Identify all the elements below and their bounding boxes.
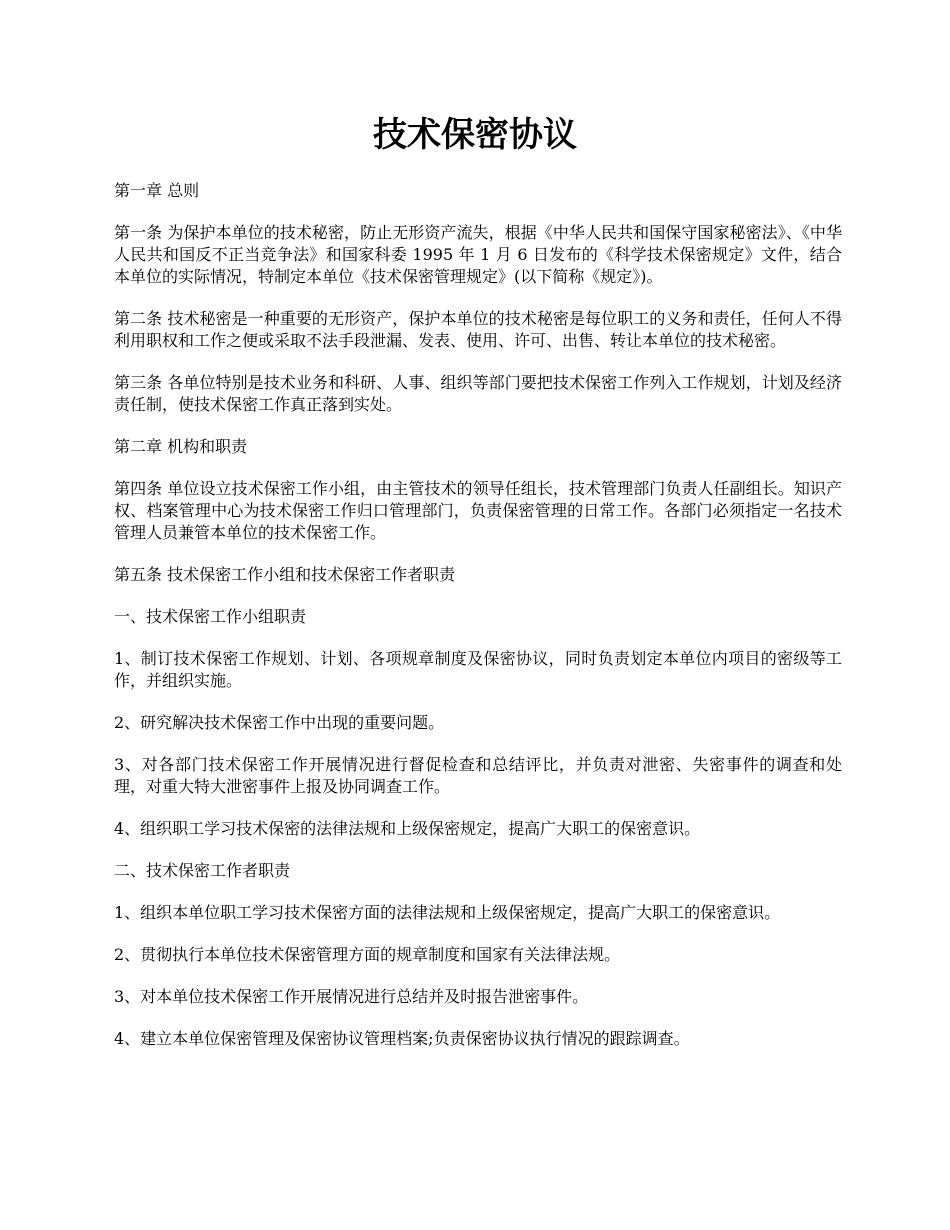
worker-duty-3: 3、对本单位技术保密工作开展情况进行总结并及时报告泄密事件。	[114, 987, 589, 1006]
article-2: 第二条 技术秘密是一种重要的无形资产，保护本单位的技术秘密是每位职工的义务和责任，任何人不得利用职权和工作之便或采取不法手段泄漏、发表、使用、许可、出售、转让本单位的技术秘密。	[114, 309, 842, 350]
chapter-heading-1: 第一章 总则	[114, 181, 200, 200]
group-duty-1: 1、制订技术保密工作规划、计划、各项规章制度及保密协议，同时负责划定本单位内项目的密级等工作，并组织实施。	[114, 649, 842, 690]
article-5: 第五条 技术保密工作小组和技术保密工作者职责	[114, 565, 456, 584]
chapter-heading-2: 第二章 机构和职责	[114, 437, 248, 456]
document-title: 技术保密协议	[373, 115, 577, 155]
section-heading-group-duties: 一、技术保密工作小组职责	[114, 607, 307, 626]
article-1: 第一条 为保护本单位的技术秘密，防止无形资产流失，根据《中华人民共和国保守国家秘密法》、《中华人民共和国反不正当竞争法》和国家科委 1995 年 1 月 6 日发布的《科学技术保密规定》文件，结合本单位的实际情况，特制定本单位《技术保密管理规定》(以下简称《规定》)。	[114, 223, 842, 286]
document-body	[114, 180, 842, 1070]
article-3: 第三条 各单位特别是技术业务和科研、人事、组织等部门要把技术保密工作列入工作规划，计划及经济责任制，使技术保密工作真正落到实处。	[114, 373, 842, 414]
group-duty-4: 4、组织职工学习技术保密的法律法规和上级保密规定，提高广大职工的保密意识。	[114, 819, 701, 838]
group-duty-3: 3、对各部门技术保密工作开展情况进行督促检查和总结评比，并负责对泄密、失密事件的调查和处理，对重大特大泄密事件上报及协同调查工作。	[114, 755, 842, 796]
section-heading-worker-duties: 二、技术保密工作者职责	[114, 861, 291, 880]
worker-duty-1: 1、组织本单位职工学习技术保密方面的法律法规和上级保密规定，提高广大职工的保密意识。	[114, 903, 781, 922]
group-duty-2: 2、研究解决技术保密工作中出现的重要问题。	[114, 713, 445, 732]
worker-duty-2: 2、贯彻执行本单位技术保密管理方面的规章制度和国家有关法律法规。	[114, 945, 621, 964]
article-4: 第四条 单位设立技术保密工作小组，由主管技术的领导任组长，技术管理部门负责人任副组长。知识产权、档案管理中心为技术保密工作归口管理部门，负责保密管理的日常工作。各部门必须指定一名技术管理人员兼管本单位的技术保密工作。	[114, 479, 842, 542]
worker-duty-4: 4、建立本单位保密管理及保密协议管理档案;负责保密协议执行情况的跟踪调查。	[114, 1029, 690, 1048]
